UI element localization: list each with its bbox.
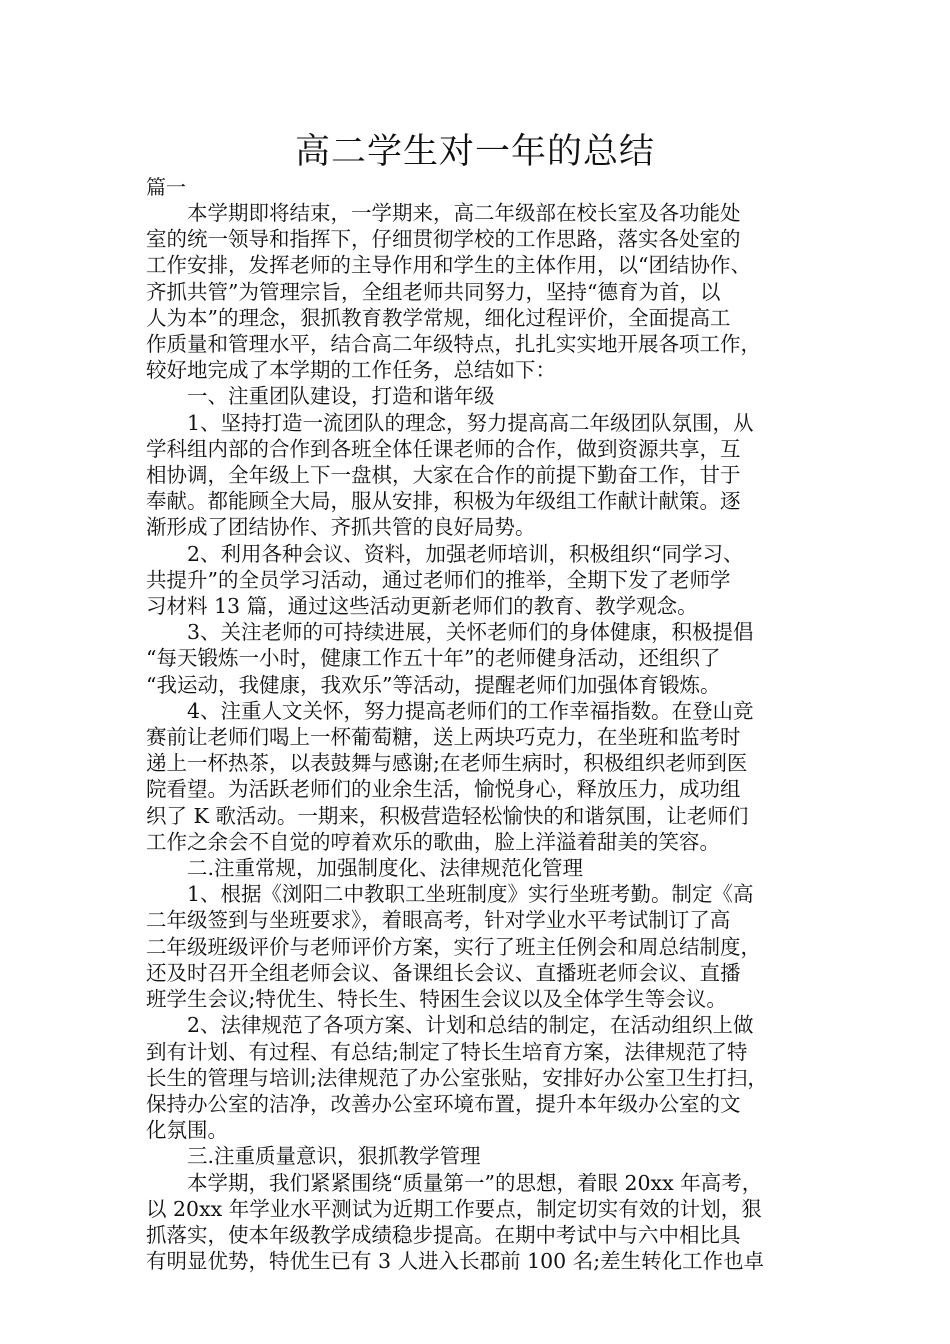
paragraph-line: 院看望。为活跃老师们的业余生活，愉悦身心，释放压力，成功组 <box>146 777 741 802</box>
document-title: 高二学生对一年的总结 <box>294 132 655 172</box>
paragraph-line: 织了 K 歌活动。一期来，积极营造轻松愉快的和谐氛围，让老师们 <box>146 803 749 828</box>
paragraph-line: 室的统一领导和指挥下，仔细贯彻学校的工作思路，落实各处室的 <box>146 227 741 252</box>
paragraph-line: 递上一杯热茶，以表鼓舞与感谢;在老师生病时，积极组织老师到医 <box>146 751 748 776</box>
paragraph-line: 作质量和管理水平，结合高二年级特点，扎扎实实地开展各项工作， <box>146 332 761 357</box>
paragraph-line: 化氛围。 <box>146 1118 228 1143</box>
paragraph-line: 保持办公室的洁净，改善办公室环境布置，提升本年级办公室的文 <box>146 1091 741 1116</box>
paragraph-line: 较好地完成了本学期的工作任务，总结如下： <box>146 358 556 383</box>
paragraph-line: 本学期，我们紧紧围绕“质量第一”的思想，着眼 20xx 年高考， <box>187 1170 763 1195</box>
paragraph-line: 人为本”的理念，狠抓教育教学常规，细化过程评价，全面提高工 <box>146 305 731 330</box>
paragraph-line: 4、注重人文关怀，努力提高老师们的工作幸福指数。在登山竞 <box>187 698 754 723</box>
paragraph <box>146 855 814 881</box>
paragraph <box>146 698 814 855</box>
paragraph-line: 班学生会议;特优生、特长生、特困生会议以及全体学生等会议。 <box>146 987 727 1012</box>
paragraph-line: “每天锻炼一小时，健康工作五十年”的老师健身活动，还组织了 <box>146 646 721 671</box>
paragraph-line: 相协调，全年级上下一盘棋，大家在合作的前提下勤奋工作，甘于 <box>146 463 741 488</box>
paragraph-line: 1、根据《浏阳二中教职工坐班制度》实行坐班考勤。制定《高 <box>187 882 754 907</box>
paragraph-line: 长生的管理与培训;法律规范了办公室张贴，安排好办公室卫生打扫， <box>146 1065 768 1090</box>
paragraph-line: 渐形成了团结协作、齐抓共管的良好局势。 <box>146 515 536 540</box>
paragraph-line: 2、法律规范了各项方案、计划和总结的制定，在活动组织上做 <box>187 1013 754 1038</box>
paragraph-line: 到有计划、有过程、有总结;制定了特长生培育方案，法律规范了特 <box>146 1039 748 1064</box>
paragraph-line: 2、利用各种会议、资料，加强老师培训，积极组织“同学习、 <box>187 541 744 566</box>
paragraph-line: 习材料 13 篇，通过这些活动更新老师们的教育、教学观念。 <box>146 594 698 619</box>
document-body <box>146 200 814 1274</box>
paragraph <box>146 541 814 620</box>
paragraph-line: 以 20xx 年学业水平测试为近期工作要点，制定切实有效的计划，狠 <box>146 1196 762 1221</box>
paragraph-line: “我运动，我健康，我欢乐”等活动，提醒老师们加强体育锻炼。 <box>146 672 721 697</box>
paragraph-line: 齐抓共管”为管理宗旨，全组老师共同努力，坚持“德育为首，以 <box>146 279 721 304</box>
paragraph-line: 二年级签到与坐班要求》，着眼高考，针对学业水平考试制订了高 <box>146 908 731 933</box>
paragraph <box>146 619 814 698</box>
paragraph-line: 三.注重质量意识，狠抓教学管理 <box>187 1144 481 1169</box>
paragraph <box>146 200 814 383</box>
paragraph-line: 本学期即将结束，一学期来，高二年级部在校长室及各功能处 <box>187 201 741 225</box>
paragraph-line: 二年级班级评价与老师评价方案，实行了班主任例会和周总结制度， <box>146 934 761 959</box>
paragraph-line: 一、注重团队建设，打造和谐年级 <box>187 384 495 409</box>
paragraph-line: 1、坚持打造一流团队的理念，努力提高高二年级团队氛围，从 <box>187 410 754 435</box>
paragraph <box>146 383 814 409</box>
section-label: 篇一 <box>146 175 186 199</box>
paragraph-line: 赛前让老师们喝上一杯葡萄糖，送上两块巧克力，在坐班和监考时 <box>146 725 741 750</box>
paragraph <box>146 881 814 1012</box>
paragraph-line: 奉献。都能顾全大局，服从安排，积极为年级组工作献计献策。逐 <box>146 489 741 514</box>
paragraph-line: 3、关注老师的可持续进展，关怀老师们的身体健康，积极提倡 <box>187 620 754 645</box>
paragraph-line: 二.注重常规，加强制度化、法律规范化管理 <box>187 856 584 881</box>
paragraph-line: 有明显优势，特优生已有 3 人进入长郡前 100 名;差生转化工作也卓 <box>146 1249 765 1274</box>
paragraph <box>146 410 814 541</box>
paragraph-line: 工作之余会不自觉的哼着欢乐的歌曲，脸上洋溢着甜美的笑容。 <box>146 829 720 854</box>
paragraph <box>146 1012 814 1143</box>
paragraph-line: 还及时召开全组老师会议、备课组长会议、直播班老师会议、直播 <box>146 960 741 985</box>
paragraph-line: 共提升”的全员学习活动，通过老师们的推举，全期下发了老师学 <box>146 567 731 592</box>
paragraph <box>146 1143 814 1169</box>
paragraph <box>146 1170 814 1275</box>
paragraph-line: 工作安排，发挥老师的主导作用和学生的主体作用，以“团结协作、 <box>146 253 751 278</box>
paragraph-line: 抓落实，使本年级教学成绩稳步提高。在期中考试中与六中相比具 <box>146 1222 741 1247</box>
paragraph-line: 学科组内部的合作到各班全体任课老师的合作，做到资源共享，互 <box>146 436 741 461</box>
